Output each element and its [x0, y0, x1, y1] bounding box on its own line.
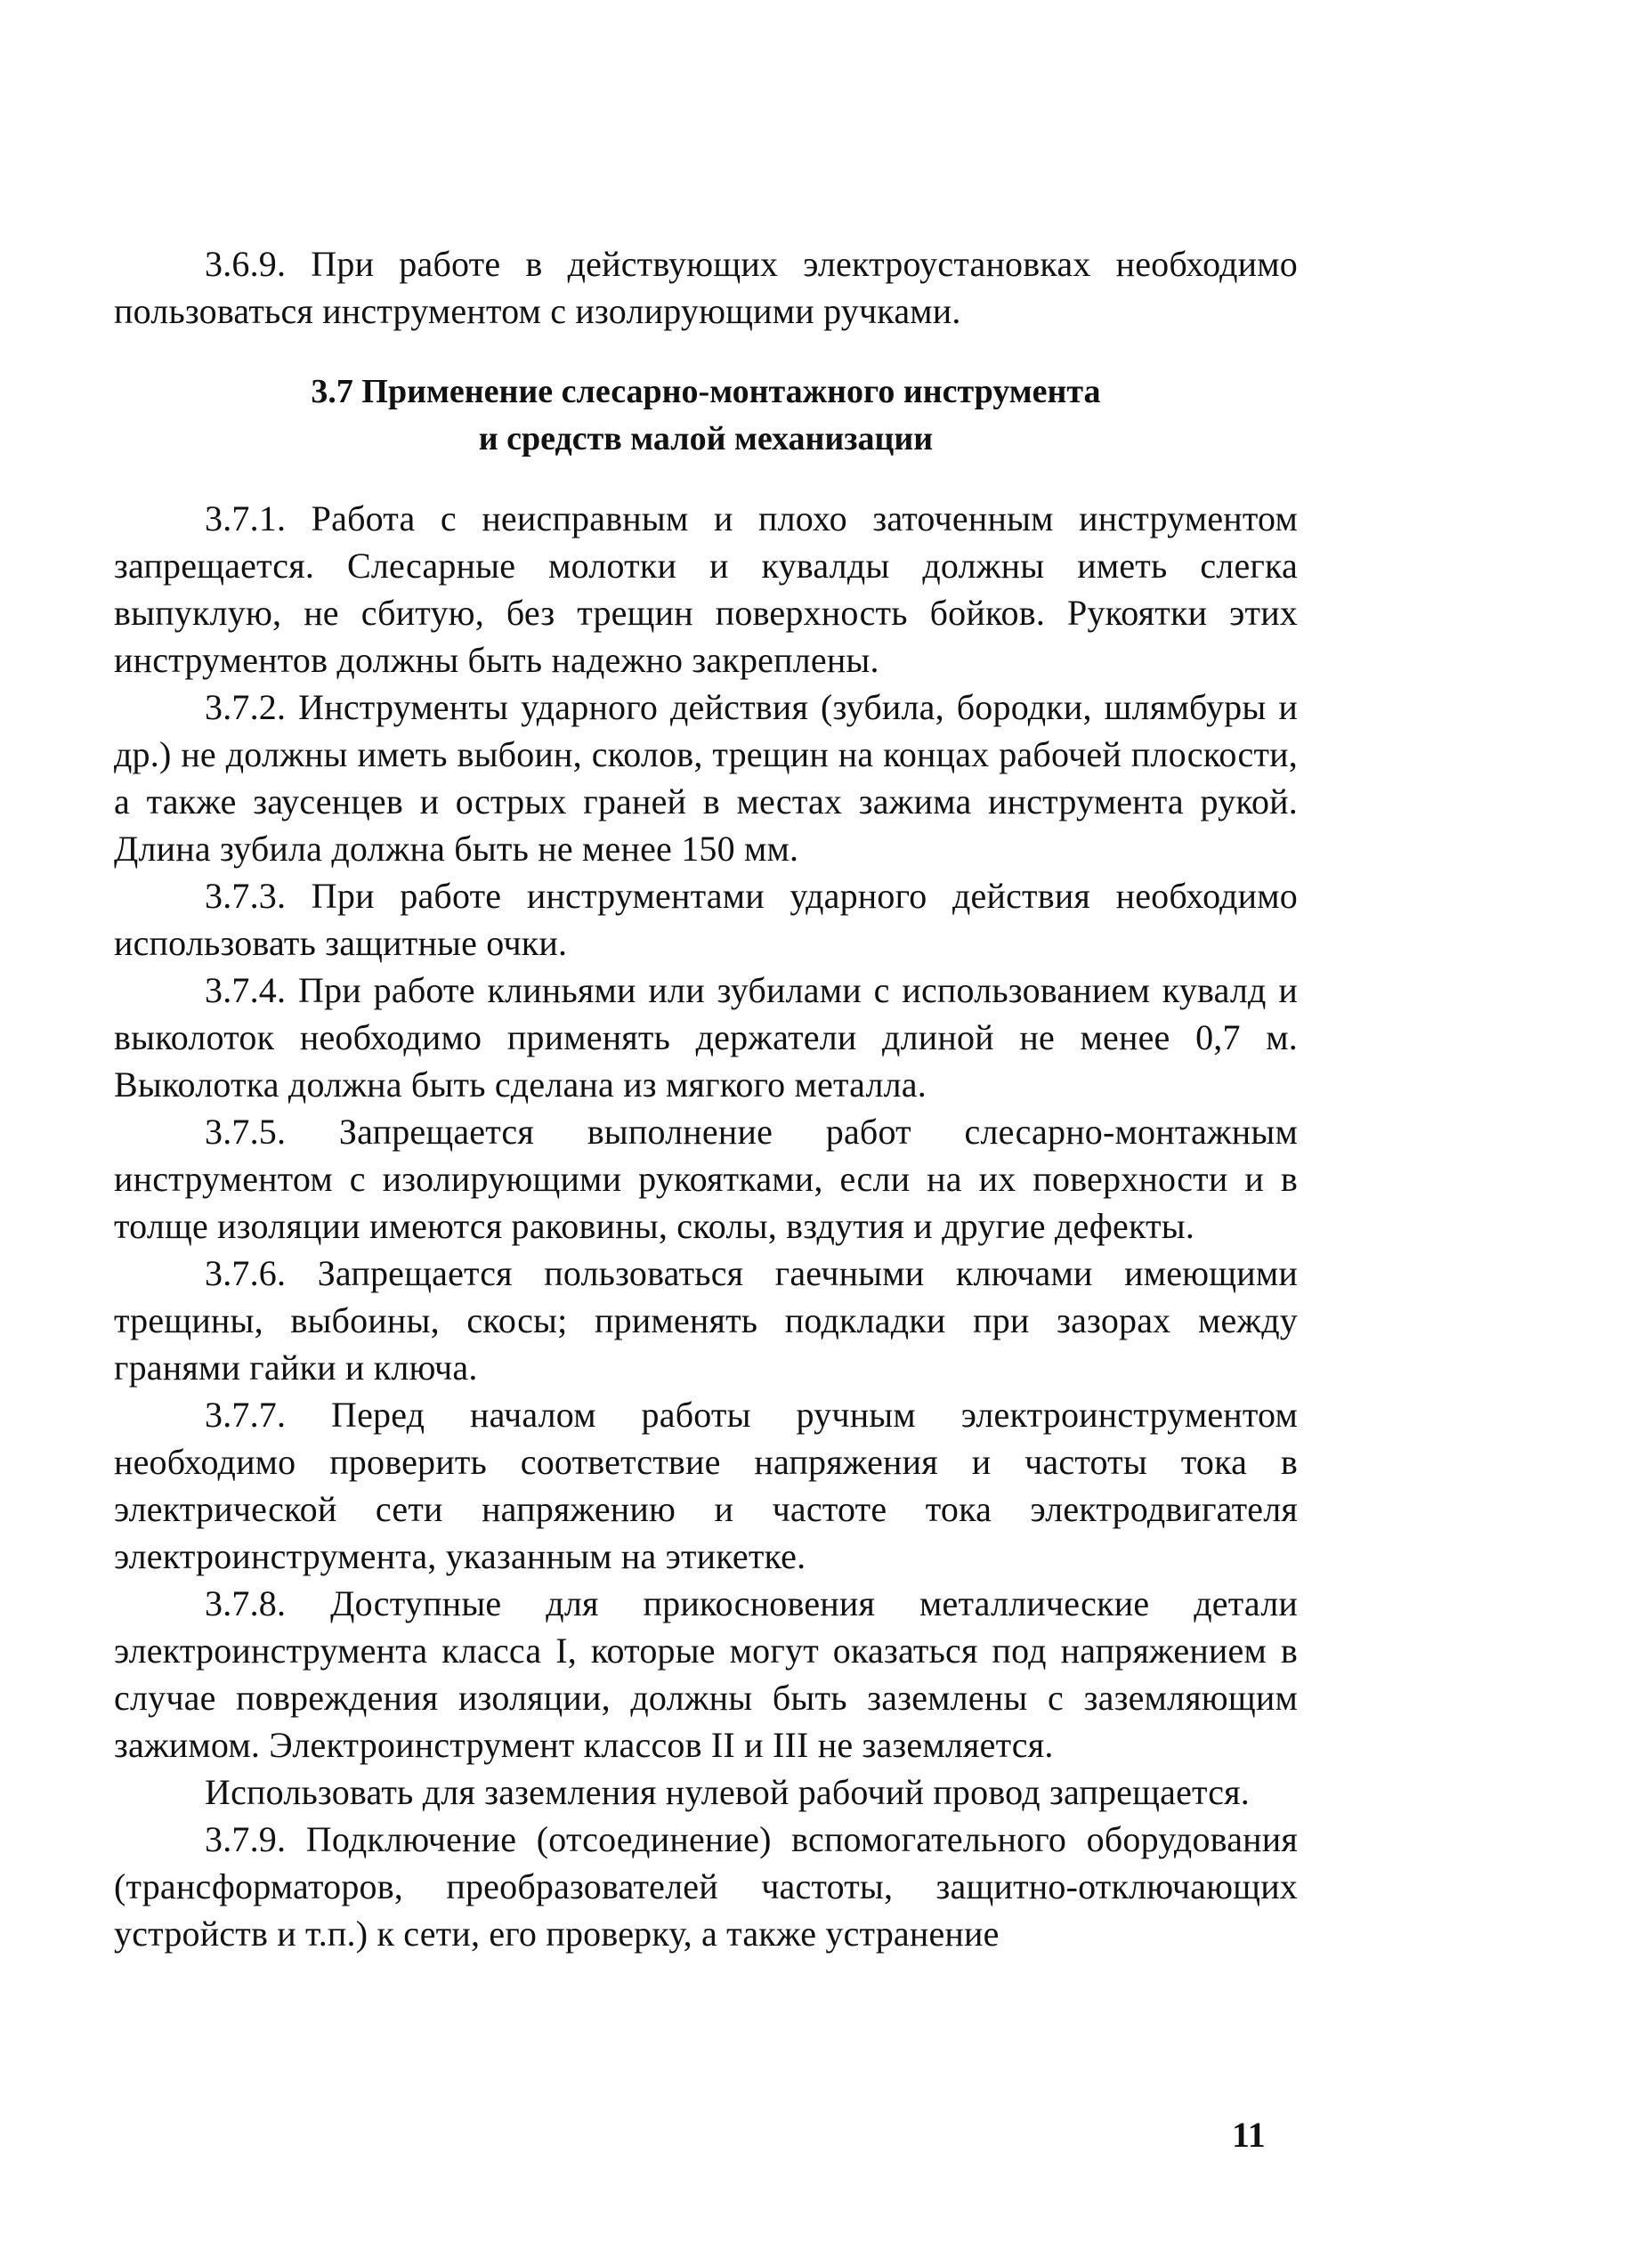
paragraph-grounding-note: Использовать для заземления нулевой рабочий провод запрещается. — [205, 1772, 1250, 1812]
paragraph-3-7-2: 3.7.2. Инструменты ударного действия (зубила, бородки, шлямбуры и др.) не должны иметь выбоин, сколов, трещин на концах рабочей плоскости, а также заусенцев и острых граней в местах зажима инструмента рукой. Длина зубила должна быть не менее 150 мм. — [114, 687, 1298, 869]
paragraph-3-7-8: 3.7.8. Доступные для прикосновения металлические детали электроинструмента класса I, которые могут оказаться под напряжением в случае повреждения изоляции, должны быть заземлены с заземляющим зажимом. Электроинструмент классов II и III не заземляется. — [114, 1583, 1298, 1765]
paragraph-3-7-4: 3.7.4. При работе клиньями или зубилами с использованием кувалд и выколоток необходимо применять держатели длиной не менее 0,7 м. Выколотка должна быть сделана из мягкого металла. — [114, 970, 1298, 1105]
paragraph-3-7-7: 3.7.7. Перед началом работы ручным электроинструментом необходимо проверить соответствие напряжения и частоты тока в электрической сети напряжению и частоте тока электродвигателя электроинструмента, указанным на этикетке. — [114, 1395, 1298, 1576]
paragraph-3-7-3: 3.7.3. При работе инструментами ударного действия необходимо использовать защитные очки. — [114, 876, 1298, 963]
paragraph-3-7-6: 3.7.6. Запрещается пользоваться гаечными ключами имеющими трещины, выбоины, скосы; применять подкладки при зазорах между гранями гайки и ключа. — [114, 1253, 1298, 1388]
paragraph-3-7-9: 3.7.9. Подключение (отсоединение) вспомогательного оборудования (трансформаторов, преобразователей частоты, защитно-отключающих устройств и т.п.) к сети, его проверку, а также устранение — [114, 1819, 1298, 1954]
paragraph-3-7-5: 3.7.5. Запрещается выполнение работ слесарно-монтажным инструментом с изолирующими рукоятками, если на их поверхности и в толще изоляции имеются раковины, сколы, вздутия и другие дефекты. — [114, 1112, 1298, 1246]
section-heading — [114, 368, 1298, 463]
section-heading-line-2: и средств малой механизации — [478, 420, 934, 457]
paragraph-3-6-9: 3.6.9. При работе в действующих электроустановках необходимо пользоваться инструментом с изолирующими ручками. — [114, 244, 1298, 331]
document-page — [114, 240, 1298, 1957]
section-heading-line-1: 3.7 Применение слесарно-монтажного инструмента — [311, 373, 1101, 410]
paragraph-3-7-1: 3.7.1. Работа с неисправным и плохо заточенным инструментом запрещается. Слесарные молотки и кувалды должны иметь слегка выпуклую, не сбитую, без трещин поверхность бойков. Рукоятки этих инструментов должны быть надежно закреплены. — [114, 498, 1298, 680]
page-number: 11 — [1232, 2115, 1266, 2155]
